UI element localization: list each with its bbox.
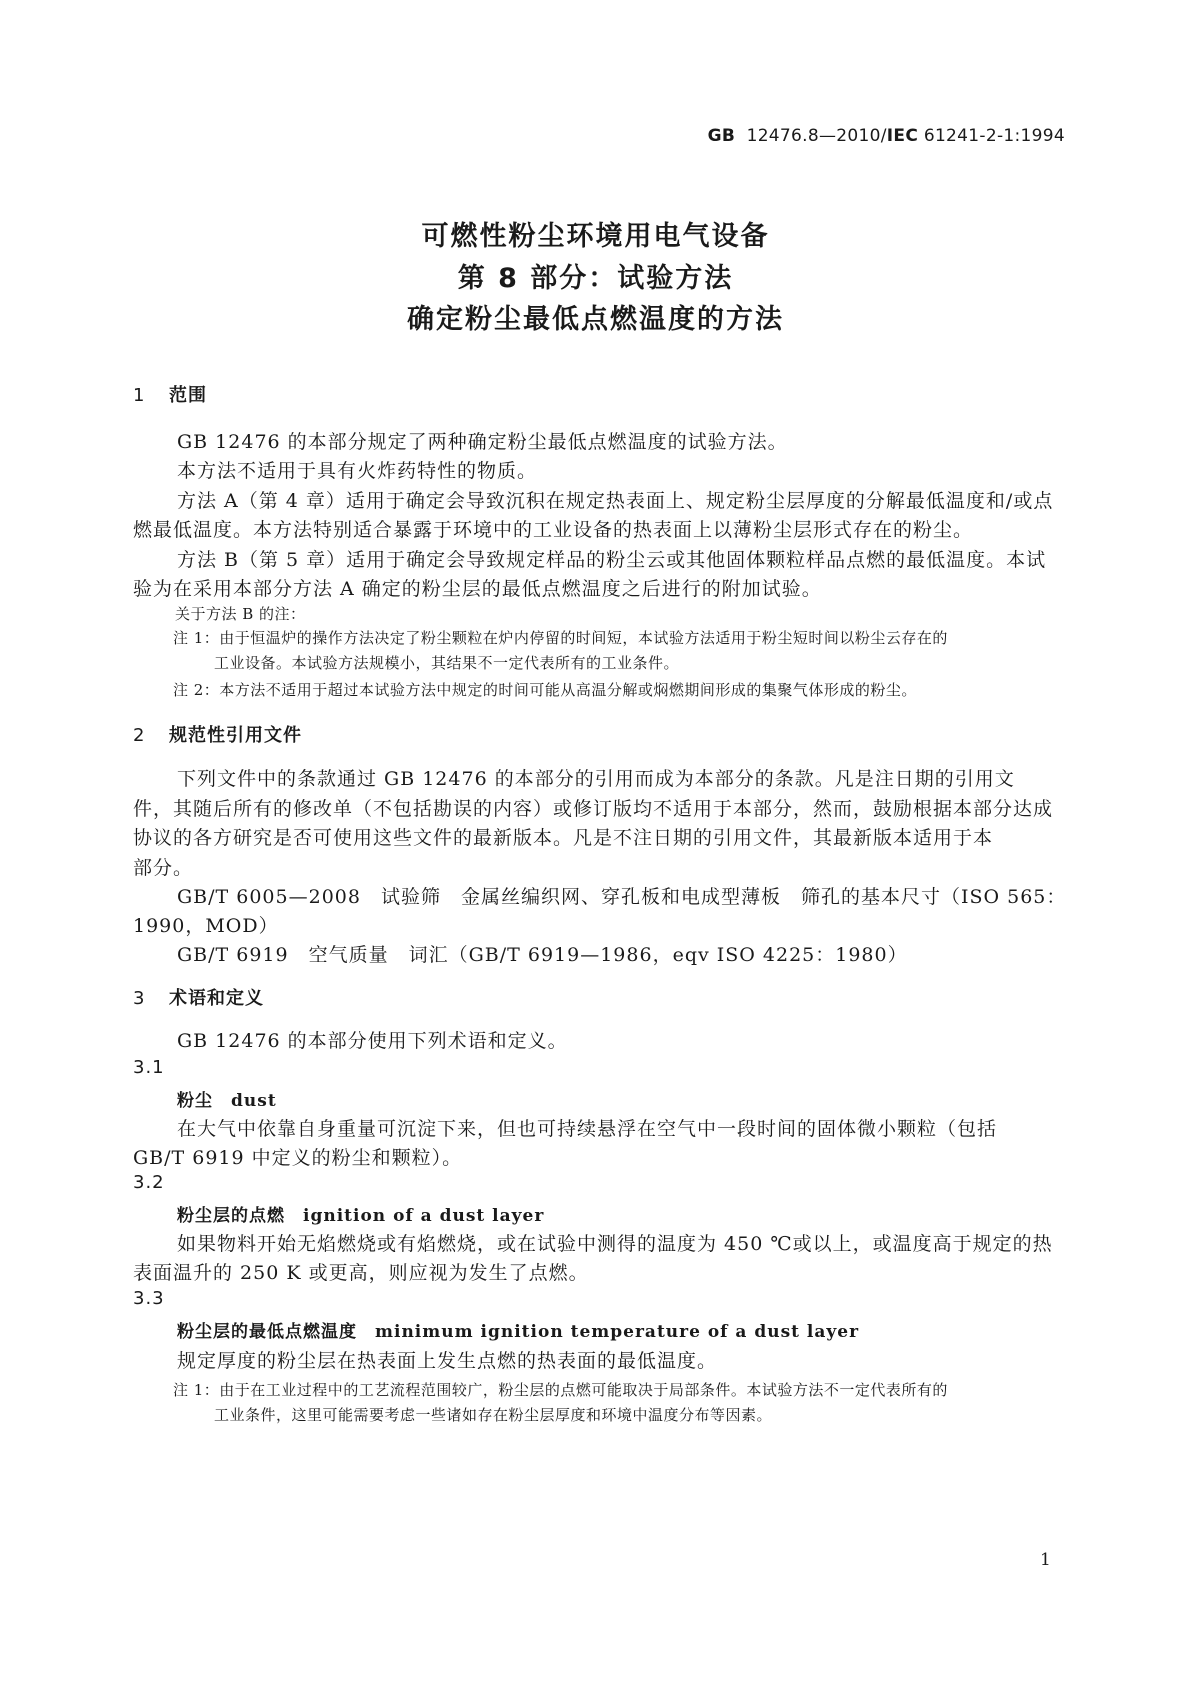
s1-paragraph-1: GB 12476 的本部分规定了两种确定粉尘最低点燃温度的试验方法。 [177,431,788,453]
s2-paragraph-line-4: 部分。 [133,857,194,879]
s2-reference-1-line-2: 1990，MOD） [133,915,279,937]
term-3-1-zh: 粉尘 [177,1091,213,1111]
section-3-heading [133,984,264,1010]
term-3-2-number: 3.2 [133,1172,165,1193]
s2-reference-2: GB/T 6919 空气质量 词汇（GB/T 6919—1986，eqv ISO 4225：1980） [177,944,908,966]
s2-paragraph-line-3: 协议的各方研究是否可使用这些文件的最新版本。凡是不注日期的引用文件，其最新版本适用于本 [133,827,994,849]
s1-note-2: 注 2：本方法不适用于超过本试验方法中规定的时间可能从高温分解或焖燃期间形成的集聚气体形成的粉尘。 [173,681,917,699]
term-3-1-definition-line-2: GB/T 6919 中定义的粉尘和颗粒）。 [133,1147,463,1169]
term-3-2-zh: 粉尘层的点燃 [177,1206,285,1226]
title-line-1: 可燃性粉尘环境用电气设备 [421,221,770,252]
section-2-heading [133,721,302,747]
s1-paragraph-2: 本方法不适用于具有火炸药特性的物质。 [177,460,538,482]
term-3-1-number: 3.1 [133,1057,165,1078]
section-2-title: 规范性引用文件 [169,725,302,746]
term-3-3-heading [177,1317,859,1342]
header-std-code: GB [707,126,736,146]
section-1-heading [133,381,207,407]
term-3-3-number: 3.3 [133,1288,165,1309]
page-number: 1 [1040,1550,1051,1570]
term-3-1-heading [177,1086,277,1111]
term-3-2-definition-line-2: 表面温升的 250 K 或更高，则应视为发生了点燃。 [133,1262,589,1284]
term-3-3-note-1-line-1: 注 1：由于在工业过程中的工艺流程范围较广，粉尘层的点燃可能取决于局部条件。本试验方法不一定代表所有的 [173,1381,948,1399]
term-3-2-heading [177,1201,544,1226]
header-std-number: 12476.8—2010/ [746,126,887,146]
s1-paragraph-4-line-2: 验为在采用本部分方法 A 确定的粉尘层的最低点燃温度之后进行的附加试验。 [133,578,822,600]
term-3-2-en: ignition of a dust layer [303,1206,545,1226]
term-3-3-note-1-line-2: 工业条件，这里可能需要考虑一些诸如存在粉尘层厚度和环境中温度分布等因素。 [214,1406,773,1424]
term-3-2-definition-line-1: 如果物料开始无焰燃烧或有焰燃烧，或在试验中测得的温度为 450 ℃或以上，或温度高于规定的热 [177,1233,1053,1255]
s2-paragraph-line-1: 下列文件中的条款通过 GB 12476 的本部分的引用而成为本部分的条款。凡是注日期的引用文 [177,768,1015,790]
term-3-1-definition-line-1: 在大气中依靠自身重量可沉淀下来，但也可持续悬浮在空气中一段时间的固体微小颗粒（包括 [177,1118,998,1140]
section-3-number: 3 [133,988,146,1009]
title-line-3: 确定粉尘最低点燃温度的方法 [407,304,784,335]
s1-paragraph-3-line-1: 方法 A（第 4 章）适用于确定会导致沉积在规定热表面上、规定粉尘层厚度的分解最低温度和/或点 [177,490,1054,512]
s2-paragraph-line-2: 件，其随后所有的修改单（不包括勘误的内容）或修订版均不适用于本部分，然而，鼓励根据本部分达成 [133,798,1054,820]
s1-note-1-line-2: 工业设备。本试验方法规模小，其结果不一定代表所有的工业条件。 [214,654,680,672]
term-3-3-definition: 规定厚度的粉尘层在热表面上发生点燃的热表面的最低温度。 [177,1350,718,1372]
header-iec-code: IEC [886,126,919,146]
section-1-number: 1 [133,385,146,406]
header-iec-number: 61241-2-1:1994 [923,126,1065,146]
s1-note-intro: 关于方法 B 的注： [175,605,306,623]
section-2-number: 2 [133,725,146,746]
section-1-title: 范围 [169,385,207,406]
s1-paragraph-3-line-2: 燃最低温度。本方法特别适合暴露于环境中的工业设备的热表面上以薄粉尘层形式存在的粉尘。 [133,519,974,541]
term-3-3-en: minimum ignition temperature of a dust layer [375,1322,860,1342]
section-3-title: 术语和定义 [169,988,264,1009]
term-3-3-zh: 粉尘层的最低点燃温度 [177,1322,357,1342]
s1-note-1-line-1: 注 1：由于恒温炉的操作方法决定了粉尘颗粒在炉内停留的时间短，本试验方法适用于粉尘短时间以粉尘云存在的 [173,629,948,647]
s1-paragraph-4-line-1: 方法 B（第 5 章）适用于确定会导致规定样品的粉尘云或其他固体颗粒样品点燃的最低温度。本试 [177,549,1047,571]
s3-intro: GB 12476 的本部分使用下列术语和定义。 [177,1030,568,1052]
standard-header [708,126,1065,146]
title-line-2: 第 8 部分：试验方法 [457,263,734,294]
term-3-1-en: dust [231,1091,277,1111]
s2-reference-1-line-1: GB/T 6005—2008 试验筛 金属丝编织网、穿孔板和电成型薄板 筛孔的基本尺寸（ISO 565： [177,886,1067,908]
